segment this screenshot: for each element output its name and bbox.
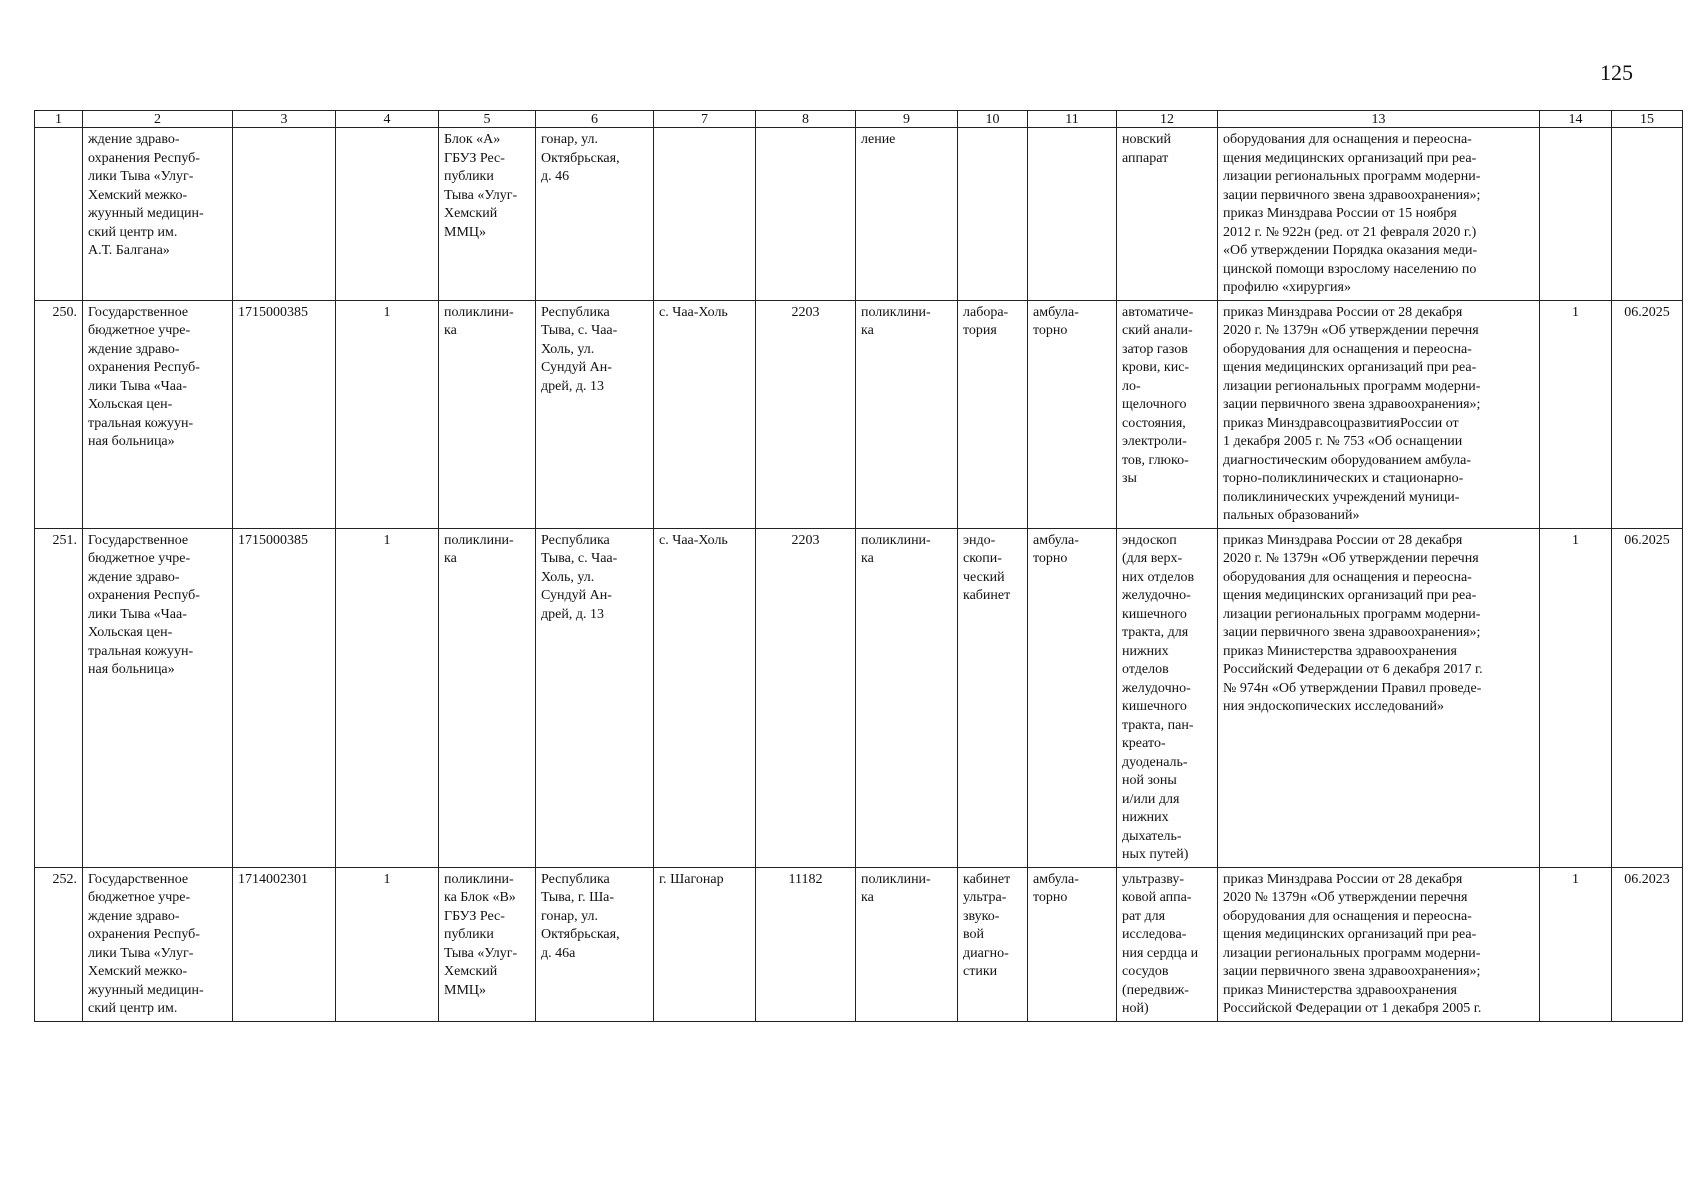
row-number-cell: 252. (35, 867, 83, 1021)
date-cell: 06.2023 (1612, 867, 1683, 1021)
count-cell (336, 128, 439, 301)
column-number-header: 9 (856, 111, 958, 128)
institution-name-cell: Государственное бюджетное учре- ждение здраво- охранения Респуб- лики Тыва «Чаа- Хольская цен- тральная кожуун- ная больница» (83, 300, 233, 528)
address-cell: Республика Тыва, г. Ша- гонар, ул. Октябрьская, д. 46а (536, 867, 654, 1021)
unit-cell: поликлини- ка (439, 300, 536, 528)
row-number-cell (35, 128, 83, 301)
column-number-header: 7 (654, 111, 756, 128)
institution-name-cell: ждение здраво- охранения Респуб- лики Тыва «Улуг- Хемский межко- жуунный медицин- ский центр им. А.Т. Балгана» (83, 128, 233, 301)
quantity-cell: 1 (1540, 300, 1612, 528)
population-cell: 2203 (756, 300, 856, 528)
column-number-header: 12 (1117, 111, 1218, 128)
unit-cell: поликлини- ка (439, 528, 536, 867)
quantity-cell: 1 (1540, 867, 1612, 1021)
equipment-cell: новский аппарат (1117, 128, 1218, 301)
column-number-header: 10 (958, 111, 1028, 128)
equipment-cell: автоматиче- ский анали- затор газов крови, кис- ло- щелочного состояния, электроли- тов, глюко- зы (1117, 300, 1218, 528)
equipment-cell: эндоскоп (для верх- них отделов желудочно- кишечного тракта, для нижних отделов желудочно- кишечного тракта, пан- креато- дуоденаль- ной зоны и/или для нижних дыхатель- ных путей) (1117, 528, 1218, 867)
institution-name-cell: Государственное бюджетное учре- ждение здраво- охранения Респуб- лики Тыва «Улуг- Хемский межко- жуунный медицин- ский центр им. (83, 867, 233, 1021)
room-cell (958, 128, 1028, 301)
care-mode-cell (1028, 128, 1117, 301)
column-number-header: 4 (336, 111, 439, 128)
count-cell: 1 (336, 867, 439, 1021)
inn-cell: 1715000385 (233, 528, 336, 867)
column-number-header: 6 (536, 111, 654, 128)
care-mode-cell: амбула- торно (1028, 300, 1117, 528)
care-mode-cell: амбула- торно (1028, 867, 1117, 1021)
department-cell: поликлини- ка (856, 528, 958, 867)
address-cell: Республика Тыва, с. Чаа- Холь, ул. Сундуй Ан- дрей, д. 13 (536, 528, 654, 867)
date-cell (1612, 128, 1683, 301)
department-cell: поликлини- ка (856, 867, 958, 1021)
date-cell: 06.2025 (1612, 528, 1683, 867)
column-number-header: 5 (439, 111, 536, 128)
column-number-row (35, 111, 1683, 128)
quantity-cell (1540, 128, 1612, 301)
room-cell: кабинет ультра- звуко- вой диагно- стики (958, 867, 1028, 1021)
column-number-header: 14 (1540, 111, 1612, 128)
settlement-cell: с. Чаа-Холь (654, 528, 756, 867)
table-row (35, 867, 1683, 1021)
count-cell: 1 (336, 528, 439, 867)
regulation-cell: оборудования для оснащения и переосна- щения медицинских организаций при реа- лизации региональных программ модерни- зации первичного звена здравоохранения»; приказ Минздрава России от 15 ноября 2012 г. № 922н (ред. от 21 февраля 2020 г.) «Об утверждении Порядка оказания меди- цинской помощи взрослому населению по профилю «хирургия» (1218, 128, 1540, 301)
population-cell: 11182 (756, 867, 856, 1021)
equipment-table (34, 110, 1683, 1022)
unit-cell: поликлини- ка Блок «В» ГБУЗ Рес- публики Тыва «Улуг- Хемский ММЦ» (439, 867, 536, 1021)
column-number-header: 11 (1028, 111, 1117, 128)
column-number-header: 2 (83, 111, 233, 128)
table-row (35, 128, 1683, 301)
regulation-cell: приказ Минздрава России от 28 декабря 2020 г. № 1379н «Об утверждении перечня оборудования для оснащения и переосна- щения медицинских организаций при реа- лизации региональных программ модерни- зации первичного звена здравоохранения»; приказ МинздравсоцразвитияРоссии от 1 декабря 2005 г. № 753 «Об оснащении диагностическим оборудованием амбула- торно-поликлинических и стационарно- поликлинических учреждений муници- пальных образований» (1218, 300, 1540, 528)
column-number-header: 8 (756, 111, 856, 128)
inn-cell: 1715000385 (233, 300, 336, 528)
date-cell: 06.2025 (1612, 300, 1683, 528)
page-number: 125 (1600, 60, 1633, 85)
settlement-cell: г. Шагонар (654, 867, 756, 1021)
unit-cell: Блок «А» ГБУЗ Рес- публики Тыва «Улуг- Хемский ММЦ» (439, 128, 536, 301)
count-cell: 1 (336, 300, 439, 528)
inn-cell: 1714002301 (233, 867, 336, 1021)
column-number-header: 15 (1612, 111, 1683, 128)
settlement-cell (654, 128, 756, 301)
settlement-cell: с. Чаа-Холь (654, 300, 756, 528)
population-cell: 2203 (756, 528, 856, 867)
row-number-cell: 251. (35, 528, 83, 867)
table-row (35, 300, 1683, 528)
room-cell: лабора- тория (958, 300, 1028, 528)
institution-name-cell: Государственное бюджетное учре- ждение здраво- охранения Респуб- лики Тыва «Чаа- Хольская цен- тральная кожуун- ная больница» (83, 528, 233, 867)
regulation-cell: приказ Минздрава России от 28 декабря 2020 г. № 1379н «Об утверждении перечня оборудования для оснащения и переосна- щения медицинских организаций при реа- лизации региональных программ модерни- зации первичного звена здравоохранения»; приказ Министерства здравоохранения Российский Федерации от 6 декабря 2017 г. № 974н «Об утверждении Правил проведе- ния эндоскопических исследований» (1218, 528, 1540, 867)
row-number-cell: 250. (35, 300, 83, 528)
inn-cell (233, 128, 336, 301)
column-number-header: 3 (233, 111, 336, 128)
equipment-cell: ультразву- ковой аппа- рат для исследова- ния сердца и сосудов (передвиж- ной) (1117, 867, 1218, 1021)
room-cell: эндо- скопи- ческий кабинет (958, 528, 1028, 867)
population-cell (756, 128, 856, 301)
table-row (35, 528, 1683, 867)
care-mode-cell: амбула- торно (1028, 528, 1117, 867)
column-number-header: 13 (1218, 111, 1540, 128)
department-cell: поликлини- ка (856, 300, 958, 528)
address-cell: гонар, ул. Октябрьская, д. 46 (536, 128, 654, 301)
quantity-cell: 1 (1540, 528, 1612, 867)
department-cell: ление (856, 128, 958, 301)
regulation-cell: приказ Минздрава России от 28 декабря 2020 № 1379н «Об утверждении перечня оборудования для оснащения и переосна- щения медицинских организаций при реа- лизации региональных программ модерни- зации первичного звена здравоохранения»; приказ Министерства здравоохранения Российской Федерации от 1 декабря 2005 г. (1218, 867, 1540, 1021)
column-number-header: 1 (35, 111, 83, 128)
address-cell: Республика Тыва, с. Чаа- Холь, ул. Сундуй Ан- дрей, д. 13 (536, 300, 654, 528)
